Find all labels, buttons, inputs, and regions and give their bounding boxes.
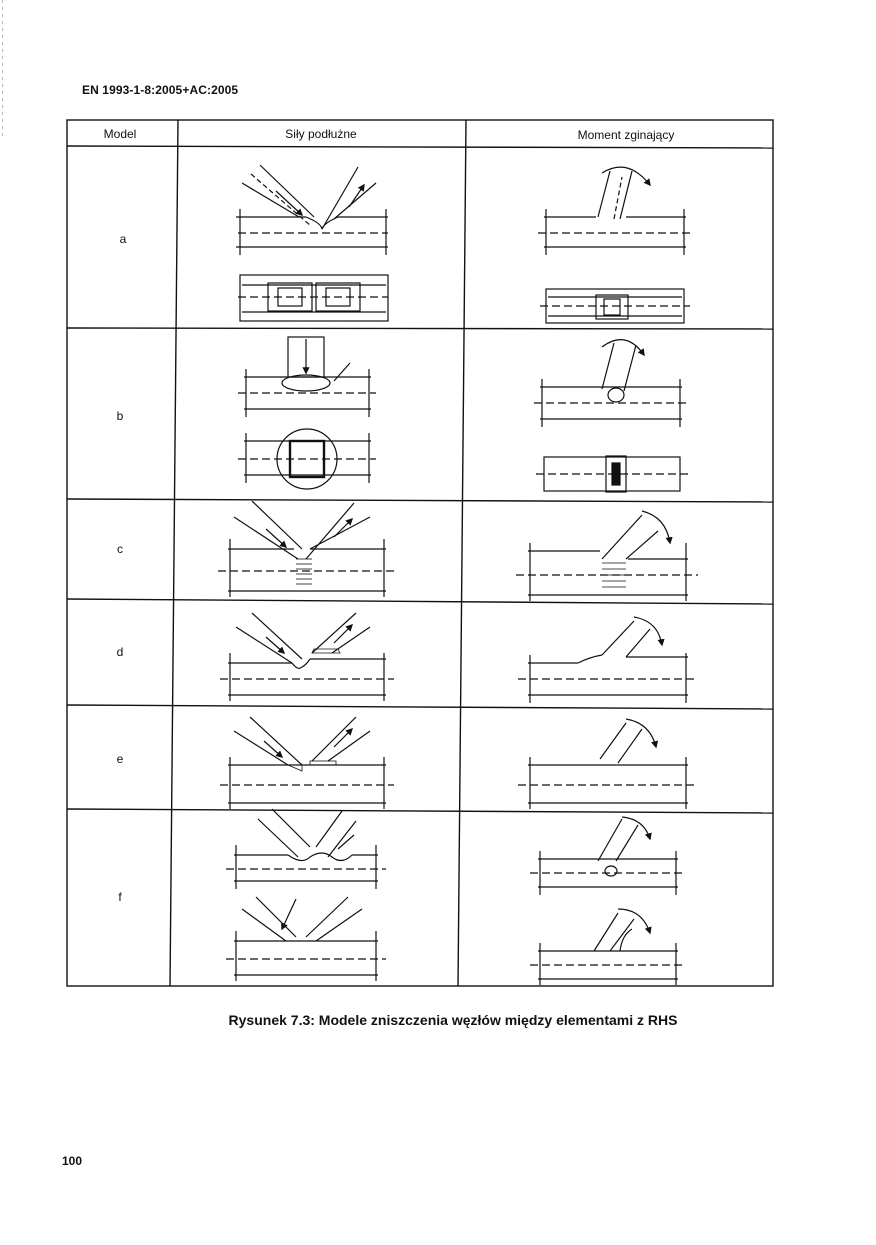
sketch-f-axial — [226, 809, 386, 981]
row-label-d: d — [116, 645, 124, 659]
sketch-b-axial — [238, 337, 376, 489]
sketch-e-axial — [220, 717, 394, 809]
sketch-d-bending — [518, 617, 696, 703]
sketch-f-bending — [530, 817, 686, 985]
column-header-axial-forces: Siły podłużne — [285, 127, 357, 141]
column-header-bending-moment: Moment zginający — [577, 128, 675, 142]
standard-header: EN 1993-1-8:2005+AC:2005 — [82, 83, 239, 97]
sketch-a-bending — [538, 167, 692, 323]
row-label-e: e — [116, 752, 124, 766]
figure-caption-text: Rysunek 7.3: Modele zniszczenia węzłów między elementami z RHS — [228, 1012, 678, 1028]
sketch-a-axial — [236, 165, 388, 321]
sketch-c-axial — [218, 501, 396, 597]
sketch-c-bending — [516, 511, 698, 601]
sketch-e-bending — [518, 719, 696, 809]
failure-modes-figure-table — [66, 119, 778, 991]
figure-table-svg — [66, 119, 778, 991]
page-number: 100 — [62, 1154, 83, 1168]
row-label-c: c — [117, 542, 123, 556]
row-label-f: f — [118, 890, 122, 904]
sketch-b-bending — [534, 340, 688, 492]
figure-caption — [0, 1012, 876, 1028]
row-label-b: b — [116, 409, 124, 423]
column-header-model: Model — [103, 127, 137, 141]
row-label-a: a — [119, 232, 127, 246]
scan-edge-artifact — [2, 0, 3, 140]
table-grid — [67, 120, 773, 986]
sketch-d-axial — [220, 613, 394, 701]
